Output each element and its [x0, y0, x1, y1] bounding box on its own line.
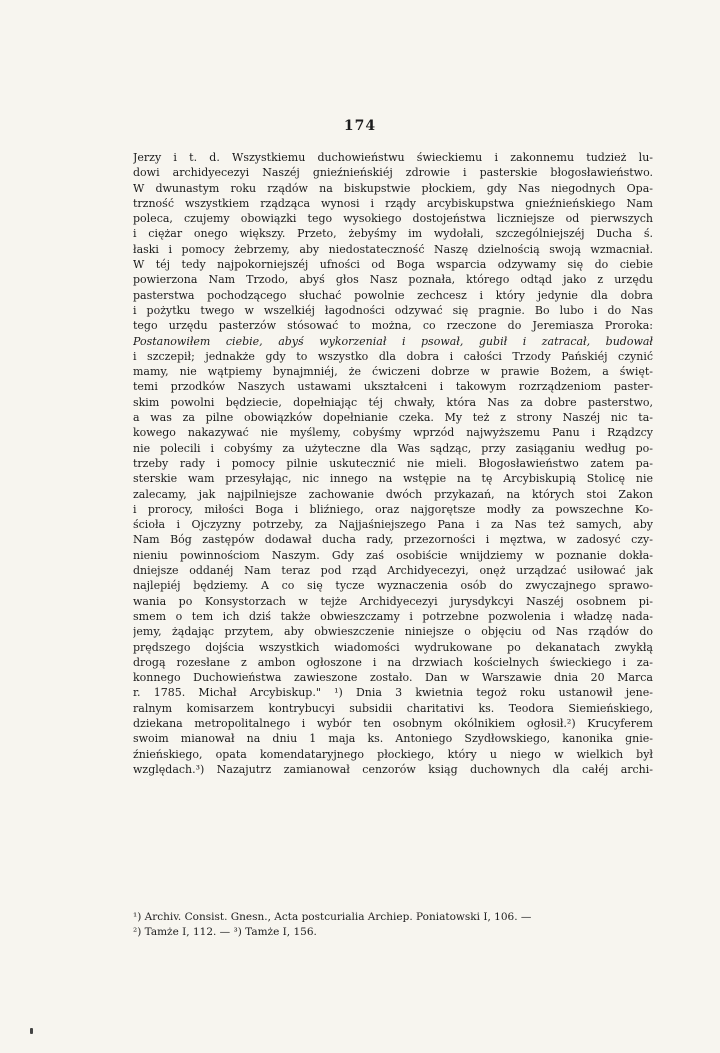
text-line: poleca, czujemy obowiązki tego wysokiego dostojeństwa liczniejsze od pierwszych — [133, 212, 653, 226]
text-line: łaski i pomocy żebrzemy, aby niedostateczność Naszę dzielnością swoją wzmacniał. — [133, 242, 653, 256]
text-line: Postanowiłem ciebie, abyś wykorzeniał i psował, gubił i zatracał, budował — [133, 334, 653, 348]
text-line: i ciężar onego większy. Przeto, żebyśmy im wydołali, szczególniejszéj Ducha ś. — [133, 227, 653, 241]
text-line: powierzona Nam Trzodo, abyś głos Nasz poznała, którego odtąd jako z urzędu — [133, 273, 653, 287]
text-line: dziekana metropolitalnego i wybór ten osobnym okólnikiem ogłosił.²) Krucyferem — [133, 716, 653, 730]
text-line: Jerzy i t. d. Wszystkiemu duchowieństwu świeckiemu i zakonnemu tudzież lu- — [133, 151, 653, 164]
text-line: a was za pilne obowiązków dopełnianie czeka. My też z strony Naszéj nic ta- — [133, 411, 653, 425]
text-line: prędszego dojścia wszystkich wiadomości wydrukowane po dekanatach zwykłą — [133, 640, 653, 654]
text-line: jemy, żądając przytem, aby obwieszczenie niniejsze o objęciu od Nas rządów do — [133, 625, 653, 639]
text-line: i prorocy, miłości Boga i bliźniego, oraz najgorętsze modły za powszechne Ko- — [133, 502, 653, 516]
text-line: dowi archidyecezyi Naszéj gnieźnieńskiéj zdrowie i pasterskie błogosławieństwo. — [133, 166, 653, 180]
footnote-line: ²) Tamże I, 112. — ³) Tamże I, 156. — [133, 926, 317, 938]
text-line: ralnym komisarzem kontrybucyi subsidii charitativi ks. Teodora Siemieńskiego, — [133, 701, 653, 715]
text-line: smem o tem ich dziś także obwieszczamy i potrzebne pozwolenia i władzę nada- — [133, 609, 653, 623]
page-number: 174 — [343, 118, 377, 134]
text-line: i szczepił; jednakże gdy to wszystko dla dobra i całości Trzody Pańskiéj czynić — [133, 349, 653, 363]
text-line: drogą rozesłane z ambon ogłoszone i na drzwiach kościelnych świeckiego i za- — [133, 655, 653, 669]
footnote-line: ¹) Archiv. Consist. Gnesn., Acta postcurialia Archiep. Poniatowski I, 106. — — [133, 911, 532, 923]
text-line: i pożytku twego w wszelkiéj łagodności odzywać się pragnie. Bo lubo i do Nas — [133, 303, 653, 317]
text-line: ścioła i Ojczyzny potrzeby, za Najjaśniejszego Pana i za Nas też samych, aby — [133, 518, 653, 532]
text-line: trzeby rady i pomocy pilnie uskutecznić nie mieli. Błogosławieństwo zatem pa- — [133, 456, 653, 470]
text-line: trzność wszystkiem rządząca wynosi i rządy arcybiskupstwa gnieźnieńskiego Nam — [133, 196, 653, 210]
text-line: nieniu powinnościom Naszym. Gdy zaś osobiście wnijdziemy w poznanie dokła- — [133, 548, 653, 562]
text-line: wania po Konsystorzach w tejże Archidyecezyi jurysdykcyi Naszéj osobnem pi- — [133, 594, 653, 608]
text-line: W téj tedy najpokorniejszéj ufności od Boga wsparcia odzywamy się do ciebie — [133, 258, 653, 272]
text-line: pasterstwa pochodzącego słuchać powolnie zechcesz i który jedynie dla dobra — [133, 288, 653, 302]
text-line: temi przodków Naszych ustawami ukształceni i takowym rozrządzeniom paster- — [133, 380, 653, 394]
text-line: zalecamy, jak najpilniejsze zachowanie dwóch przykazań, na których stoi Zakon — [133, 487, 653, 501]
text-line: kowego nakazywać nie myślemy, cobyśmy wprzód najwyższemu Panu i Rządzcy — [133, 426, 653, 440]
text-line: względach.³) Nazajutrz zamianował cenzorów ksiąg duchownych dla całéj archi- — [133, 762, 653, 776]
text-line: dniejsze oddanéj Nam teraz pod rząd Archidyecezyi, onęż urządzać usiłować jak — [133, 564, 653, 578]
ink-speck — [30, 1028, 33, 1034]
body-text — [133, 150, 653, 777]
text-line: najlepiéj będziemy. A co się tycze wyznaczenia osób do zwyczajnego sprawo- — [133, 579, 653, 593]
text-line: mamy, nie wątpiemy bynajmniéj, że ćwiczeni dobrze w prawie Bożem, a święt- — [133, 365, 653, 379]
text-line: r. 1785. Michał Arcybiskup." ¹) Dnia 3 kwietnia tegoż roku ustanowił jene- — [133, 686, 653, 700]
text-line: nie polecili i cobyśmy za użyteczne dla Was sądząc, przy zasiąganiu według po- — [133, 441, 653, 455]
footnotes — [133, 910, 653, 940]
text-line: W dwunastym roku rządów na biskupstwie płockiem, gdy Nas niegodnych Opa- — [133, 181, 653, 195]
text-line: skim powolni będziecie, dopełniając téj chwały, która Nas za dobre pasterstwo, — [133, 395, 653, 409]
text-line: sterskie wam przesyłając, nic innego na wstępie na tę Arcybiskupią Stolicę nie — [133, 472, 653, 486]
text-line: Nam Bóg zastępów dodawał ducha rady, przezorności i męztwa, w zadosyć czy- — [133, 533, 653, 547]
text-line: konnego Duchowieństwa zawieszone zostało. Dan w Warszawie dnia 20 Marca — [133, 671, 653, 685]
text-line: swoim mianował na dniu 1 maja ks. Antoniego Szydłowskiego, kanonika gnie- — [133, 732, 653, 746]
text-line: tego urzędu pasterzów stósować to można, co rzeczone do Jeremiasza Proroka: — [133, 319, 653, 333]
text-line: źnieńskiego, opata komendataryjnego płockiego, który u niego w wielkich był — [133, 747, 653, 761]
